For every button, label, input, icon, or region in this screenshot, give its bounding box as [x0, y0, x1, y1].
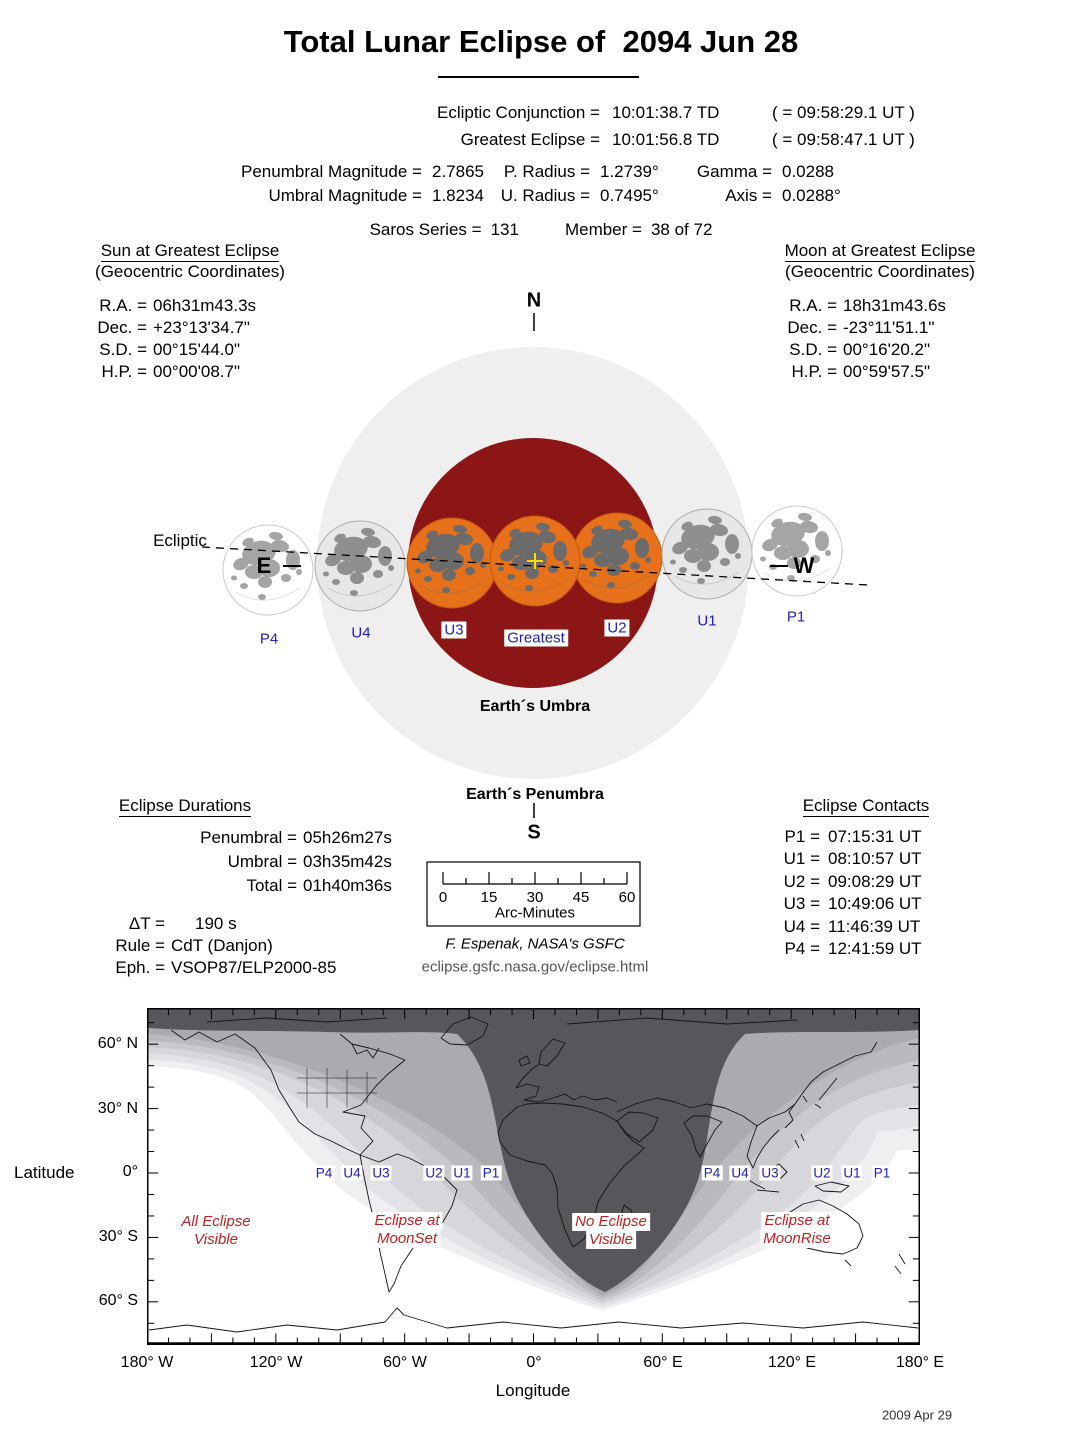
p-radius: [470, 162, 659, 182]
contact-p1-row: [770, 826, 922, 848]
penumbral-magnitude: [150, 162, 484, 182]
lon-60w-label: 60° W: [383, 1354, 427, 1371]
author-credit: F. Espenak, NASA's GSFC: [445, 935, 625, 953]
map-contact-p1-east: P1: [873, 1165, 891, 1181]
contact-p4-row: [770, 938, 922, 960]
zone-no-eclipse-visible: [572, 1213, 650, 1249]
page-title: Total Lunar Eclipse of 2094 Jun 28: [283, 24, 799, 59]
duration-value: 03h35m42s: [303, 852, 392, 871]
ut-time: ( = 09:58:29.1 UT ): [772, 103, 915, 122]
moon-block-subtitle: (Geocentric Coordinates): [785, 262, 975, 281]
zone-eclipse-at-moonset: [371, 1212, 442, 1248]
contact-time-label: P4 =: [784, 939, 820, 959]
coord-label: S.D. =: [789, 340, 837, 359]
greatest-eclipse-row: [280, 130, 915, 157]
moon-sd-row: [745, 339, 1015, 361]
coord-value: 00°16'20.2": [843, 340, 930, 359]
sun-hp-row: [55, 361, 325, 383]
param-label: Eph. =: [115, 958, 165, 977]
coord-value: 18h31m43.6s: [843, 296, 947, 315]
north-label: N: [526, 289, 542, 312]
svg-text:15: 15: [480, 889, 498, 906]
td-time: 10:01:56.8 TD: [612, 130, 720, 149]
visibility-map: [147, 1008, 920, 1345]
revision-date: 2009 Apr 29: [881, 1407, 953, 1423]
map-contact-u3-west: U3: [372, 1165, 390, 1181]
saros-row: [0, 220, 1082, 240]
contact-u1-row: [770, 848, 922, 870]
scale-bar-numbers: [439, 889, 636, 906]
ephemeris-row: [0, 957, 336, 979]
zone-line: Eclipse at: [371, 1212, 442, 1230]
contact-label-greatest: Greatest: [504, 630, 568, 647]
lon-180e-label: 180° E: [895, 1354, 945, 1371]
param-value: CdT (Danjon): [171, 936, 273, 955]
duration-label: Penumbral =: [200, 828, 297, 847]
lat-30n-label: 30° N: [97, 1100, 138, 1117]
contact-time-value: 12:41:59 UT: [828, 939, 922, 959]
lat-60s-label: 60° S: [98, 1292, 138, 1309]
ecliptic-label: Ecliptic: [153, 531, 207, 550]
zone-line: MoonSet: [374, 1230, 440, 1248]
contact-label-p1: P1: [786, 608, 806, 626]
contact-label-p4: P4: [259, 630, 279, 648]
row-label: Ecliptic Conjunction =: [436, 103, 600, 122]
zone-line: Eclipse at: [761, 1212, 832, 1230]
coord-label: H.P. =: [101, 362, 147, 381]
coord-value: -23°11'51.1": [843, 318, 935, 337]
lat-0-label: 0°: [122, 1163, 138, 1180]
umbral-magnitude: [150, 186, 484, 206]
map-contact-u2-west: U2: [425, 1165, 443, 1181]
member-label: Member =: [564, 220, 642, 239]
contact-time-label: U3 =: [783, 894, 820, 914]
moon-ra-row: [745, 295, 1015, 317]
zone-line: Visible: [586, 1231, 636, 1249]
lon-120e-label: 120° E: [767, 1354, 817, 1371]
svg-text:45: 45: [572, 889, 590, 906]
contacts-heading: Eclipse Contacts: [802, 796, 930, 815]
map-contact-u1-east: U1: [843, 1165, 861, 1181]
moon-u2: [572, 513, 662, 603]
zone-line: MoonRise: [760, 1230, 834, 1248]
rule-row: [0, 935, 336, 957]
gamma: [650, 162, 834, 182]
duration-label: Umbral =: [227, 852, 297, 871]
coord-label: R.A. =: [789, 296, 837, 315]
param-label: Rule =: [115, 936, 165, 955]
delta-t-row: [0, 913, 336, 935]
stat-label: U. Radius =: [500, 186, 590, 205]
moon-dec-row: [745, 317, 1015, 339]
contact-time-label: U4 =: [783, 916, 820, 936]
param-label: ΔT =: [128, 914, 165, 933]
stat-value: 0.0288°: [782, 186, 841, 205]
contact-label-u4: U4: [351, 624, 371, 642]
zone-line: All Eclipse: [181, 1213, 251, 1230]
zone-all-eclipse-visible: [178, 1213, 253, 1249]
contact-time-value: 07:15:31 UT: [828, 827, 922, 846]
stat-label: Penumbral Magnitude =: [241, 162, 422, 181]
stat-value: 2.7865: [432, 162, 484, 181]
ut-time: ( = 09:58:47.1 UT ): [772, 130, 915, 149]
contact-time-label: U1 =: [783, 849, 820, 869]
durations-heading: Eclipse Durations: [118, 796, 252, 815]
longitude-axis-label: Longitude: [495, 1381, 571, 1400]
row-label: Greatest Eclipse =: [460, 130, 600, 149]
map-contact-p4-east: P4: [703, 1165, 721, 1181]
umbra-label: Earth´s Umbra: [479, 698, 591, 715]
map-contact-u3-east: U3: [761, 1165, 779, 1181]
ecliptic-conjunction-row: [280, 103, 915, 130]
stat-value: 1.2739°: [600, 162, 659, 181]
coord-value: 06h31m43.3s: [153, 296, 257, 315]
lat-30s-label: 30° S: [98, 1228, 138, 1245]
contact-time-value: 11:46:39 UT: [828, 916, 921, 936]
conjunction-block: [280, 103, 915, 157]
sun-sd-row: [55, 339, 325, 361]
moon-block-title: Moon at Greatest Eclipse: [784, 241, 976, 260]
member-value: 38 of 72: [650, 220, 713, 239]
duration-label: Total =: [246, 876, 297, 895]
east-label: E: [256, 553, 272, 578]
contact-u3-row: [770, 893, 922, 915]
map-contact-u4-east: U4: [731, 1165, 749, 1181]
contact-time-value: 10:49:06 UT: [828, 894, 922, 914]
contact-time-value: 09:08:29 UT: [828, 871, 922, 891]
stat-label: Umbral Magnitude =: [268, 186, 422, 205]
sun-ra-row: [55, 295, 325, 317]
zone-line: No Eclipse: [572, 1213, 650, 1231]
map-contact-u4-west: U4: [343, 1165, 361, 1181]
stat-value: 0.7495°: [600, 186, 659, 205]
sun-dec-row: [55, 317, 325, 339]
penumbral-duration-row: [0, 826, 392, 850]
sun-block-subtitle: (Geocentric Coordinates): [95, 262, 285, 281]
map-contact-u2-east: U2: [813, 1165, 831, 1181]
durations-title: [110, 796, 260, 816]
lon-180w-label: 180° W: [120, 1354, 174, 1371]
saros-label: Saros Series =: [369, 220, 482, 239]
axis: [650, 186, 841, 206]
svg-text:60: 60: [618, 889, 636, 906]
south-label: S: [527, 821, 541, 844]
param-value: VSOP87/ELP2000-85: [171, 958, 337, 977]
map-contact-p4-west: P4: [315, 1165, 333, 1181]
coord-label: R.A. =: [99, 296, 147, 315]
credit-url: eclipse.gsfc.nasa.gov/eclipse.html: [421, 958, 649, 976]
duration-value: 01h40m36s: [303, 876, 392, 895]
map-contact-p1-west: P1: [482, 1165, 500, 1181]
moon-u1: [662, 509, 752, 599]
stat-label: P. Radius =: [503, 162, 590, 181]
contacts-title: [791, 796, 941, 816]
coord-label: S.D. =: [99, 340, 147, 359]
contact-u2-row: [770, 871, 922, 893]
svg-text:30: 30: [526, 889, 544, 906]
latitude-axis-label: Latitude: [14, 1163, 75, 1182]
calculation-params: [0, 913, 336, 979]
contact-label-u2: U2: [604, 620, 629, 637]
contact-label-u3: U3: [441, 622, 466, 639]
lat-60n-label: 60° N: [97, 1035, 138, 1052]
coord-value: 00°59'57.5": [843, 362, 930, 381]
coord-label: Dec. =: [97, 318, 147, 337]
duration-value: 05h26m27s: [303, 828, 392, 847]
stat-label: Gamma =: [696, 162, 772, 181]
param-value: 190 s: [195, 914, 237, 933]
moon-hp-row: [745, 361, 1015, 383]
penumbra-label: Earth´s Penumbra: [466, 786, 604, 803]
u-radius: [470, 186, 659, 206]
contact-label-u1: U1: [697, 612, 717, 630]
total-duration-row: [0, 874, 392, 898]
map-contact-u1-west: U1: [453, 1165, 471, 1181]
moon-coordinates-block: [745, 241, 1015, 383]
arc-minutes-label: Arc-Minutes: [494, 904, 576, 922]
zone-line: Visible: [194, 1231, 238, 1248]
coord-value: 00°15'44.0": [153, 340, 240, 359]
coord-value: 00°00'08.7": [153, 362, 240, 381]
lon-120w-label: 120° W: [249, 1354, 303, 1371]
coord-label: Dec. =: [787, 318, 837, 337]
contact-u4-row: [770, 916, 922, 938]
lon-60e-label: 60° E: [643, 1354, 683, 1371]
contact-time-label: U2 =: [783, 871, 820, 891]
td-time: 10:01:38.7 TD: [612, 103, 720, 122]
sun-block-title: Sun at Greatest Eclipse: [100, 241, 280, 260]
saros-value: 131: [490, 220, 519, 239]
durations-rows: [0, 826, 392, 898]
contacts-rows: [770, 826, 922, 960]
lon-0-label: 0°: [526, 1354, 542, 1371]
svg-text:0: 0: [438, 889, 448, 906]
umbral-duration-row: [0, 850, 392, 874]
contact-time-label: P1 =: [784, 827, 820, 846]
stat-label: Axis =: [725, 186, 772, 205]
coord-value: +23°13'34.7": [153, 318, 250, 337]
zone-eclipse-at-moonrise: [760, 1212, 834, 1248]
moon-p1: [752, 506, 842, 596]
stat-value: 1.8234: [432, 186, 484, 205]
contact-time-value: 08:10:57 UT: [828, 849, 922, 869]
west-label: W: [793, 553, 815, 578]
sun-coordinates-block: [55, 241, 325, 383]
stat-value: 0.0288: [782, 162, 834, 181]
moon-u4: [315, 521, 405, 611]
coord-label: H.P. =: [791, 362, 837, 381]
title-underline: [438, 76, 639, 78]
